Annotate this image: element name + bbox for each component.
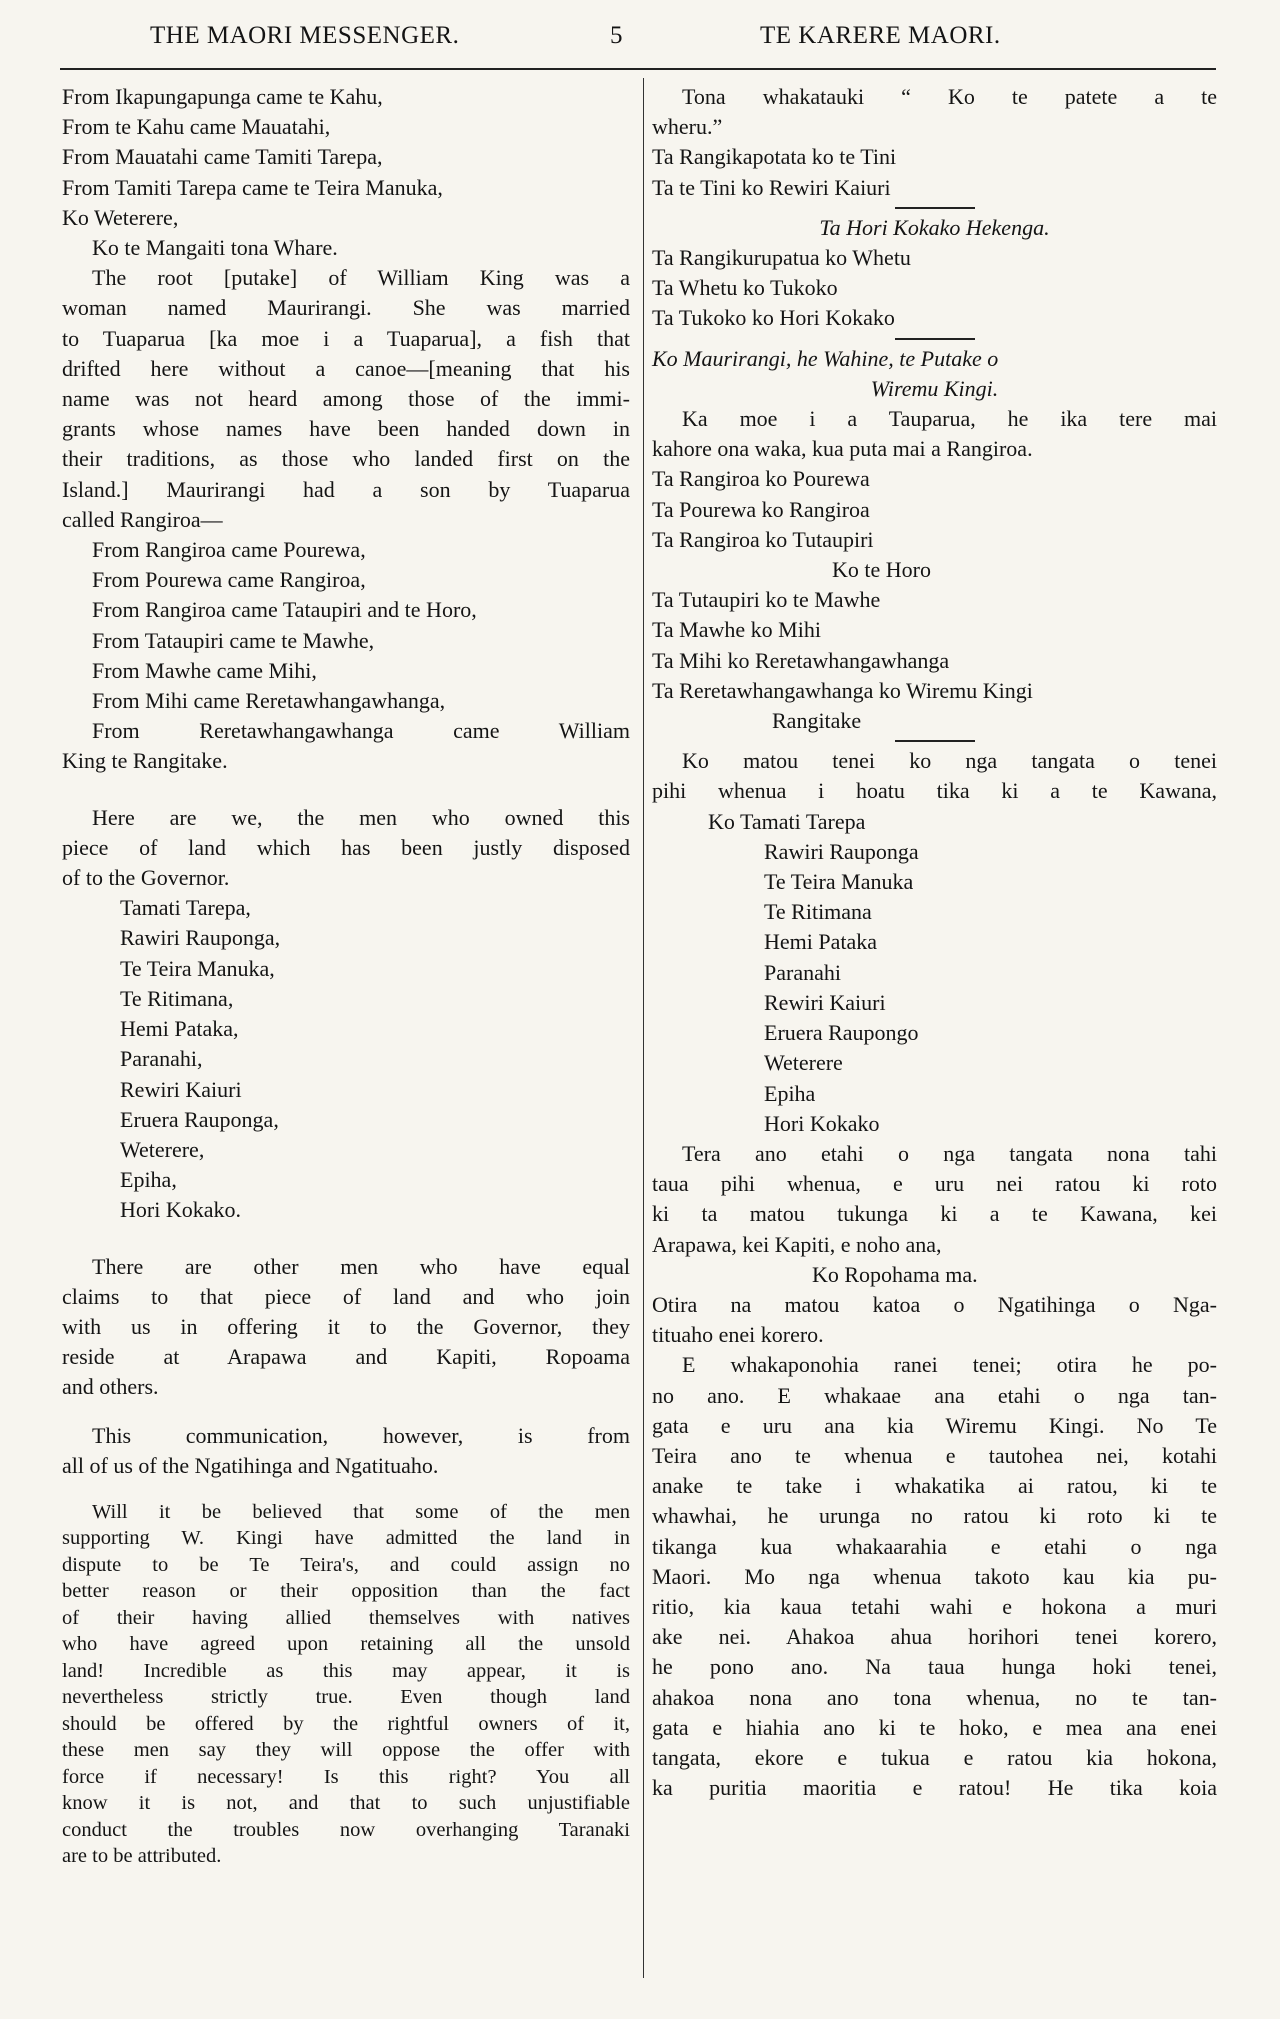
header-maori-title: TE KARERE MAORI.	[760, 22, 1001, 49]
owner-name: Ko Tamati Tarepa	[708, 808, 866, 834]
text-line: From Reretawhangawhanga came William	[92, 718, 630, 744]
owner-name: Paranahi,	[120, 1046, 203, 1072]
header-rule	[60, 68, 1216, 70]
owner-name: Hemi Pataka	[764, 929, 878, 955]
text-line: Arapawa, kei Kapiti, e noho ana,	[652, 1231, 942, 1257]
text-line: The root [putake] of William King was a	[92, 265, 630, 291]
text-line: Ko matou tenei ko nga tangata o tenei	[682, 748, 1217, 774]
text-line: Ta Tukoko ko Hori Kokako	[652, 305, 895, 331]
section-rule	[895, 740, 975, 742]
header-english-title: THE MAORI MESSENGER.	[150, 22, 460, 49]
maori-column	[652, 82, 1217, 1803]
owner-name: Eruera Raupongo	[764, 1020, 919, 1046]
text-line: Ko te Horo	[832, 557, 931, 583]
text-line: nevertheless strictly true. Even though land	[62, 1686, 630, 1709]
text-line: Teira ano te whenua e tautohea nei, kotahi	[652, 1442, 1217, 1468]
section-rule	[895, 207, 975, 209]
text-line: Ta Rangiroa ko Pourewa	[652, 466, 870, 492]
editorial-paragraph	[62, 1499, 630, 1870]
text-line: ahakoa nona ano tona whenua, no te tan-	[652, 1684, 1217, 1710]
maori-editorial-paragraph	[652, 1350, 1217, 1803]
page-header	[150, 14, 1210, 58]
text-line: tikanga kua whakaarahia e etahi o nga	[652, 1533, 1217, 1559]
text-line: are to be attributed.	[62, 1845, 222, 1868]
text-line: From Rangiroa came Pourewa,	[92, 537, 366, 563]
text-line: better reason or their opposition than the fact	[62, 1580, 630, 1603]
text-line: called Rangiroa—	[62, 506, 223, 532]
owner-name: Te Ritimana	[764, 899, 872, 925]
text-line: ritio, kia kaua tetahi wahi e hokona a muri	[652, 1593, 1217, 1619]
text-line: and others.	[62, 1374, 159, 1400]
owner-name: Te Teira Manuka,	[120, 955, 275, 981]
text-line: Ta Rangikapotata ko te Tini	[652, 144, 897, 170]
hori-kokako-genealogy	[652, 243, 1217, 334]
text-line: ake nei. Ahakoa ahua horihori tenei korero,	[652, 1624, 1217, 1650]
text-line: Tona whakatauki “ Ko te patete a te	[682, 84, 1217, 109]
text-line: Tera ano etahi o nga tangata nona tahi	[682, 1140, 1217, 1166]
column-divider	[643, 78, 644, 1978]
text-line: supporting W. Kingi have admitted the land in	[62, 1527, 630, 1550]
text-line: E whakaponohia ranei tenei; otira he po-	[682, 1352, 1217, 1378]
text-line: From te Kahu came Mauatahi,	[62, 114, 331, 140]
text-line: From Mauatahi came Tamiti Tarepa,	[62, 144, 383, 170]
owners-paragraph	[62, 803, 630, 894]
ropohama-line: Ko Ropohama ma.	[812, 1261, 978, 1287]
text-line: woman named Maurirangi. She was married	[62, 295, 630, 321]
owner-name: Epiha	[764, 1080, 816, 1106]
text-line: gata e hiahia ano ki te hoko, e mea ana enei	[652, 1714, 1217, 1740]
text-line: From Ikapungapunga came te Kahu,	[62, 84, 383, 109]
text-line: drifted here without a canoe—[meaning that his	[62, 355, 630, 381]
owner-name: Hemi Pataka,	[120, 1016, 239, 1042]
owner-name: Weterere	[764, 1050, 843, 1076]
text-line: This communication, however, is from	[92, 1422, 630, 1448]
text-line: know it is not, and that to such unjustifiable	[62, 1792, 630, 1815]
text-line: Rangitake	[772, 708, 862, 734]
owner-name: Paranahi	[764, 959, 841, 985]
text-line: claims to that piece of land and who join	[62, 1283, 630, 1309]
matou-paragraph	[652, 746, 1217, 806]
genealogy-ikapungapunga	[62, 82, 630, 263]
text-line: piece of land which has been justly disposed	[62, 834, 630, 860]
owner-name: Tamati Tarepa,	[120, 895, 251, 921]
whakatauki-block	[652, 82, 1217, 203]
owner-name: Rewiri Kaiuri	[764, 989, 886, 1015]
text-line: Maori. Mo nga whenua takoto kau kia pu-	[652, 1563, 1217, 1589]
text-line: Ta Reretawhangawhanga ko Wiremu Kingi	[652, 677, 1033, 703]
text-line: wheru.”	[652, 114, 723, 140]
text-line: From Tamiti Tarepa came te Teira Manuka,	[62, 174, 443, 200]
section-rule	[895, 338, 975, 340]
maurirangi-heading: Ko Maurirangi, he Wahine, te Putake o	[652, 345, 999, 371]
root-paragraph	[62, 263, 630, 535]
text-line: ka puritia maoritia e ratou! He tika koia	[652, 1775, 1217, 1801]
text-line: Ta Whetu ko Tukoko	[652, 275, 838, 301]
text-line: no ano. E whakaae ana etahi o nga tan-	[652, 1382, 1217, 1408]
text-line: Ta Pourewa ko Rangiroa	[652, 496, 870, 522]
owner-name: Weterere,	[120, 1136, 205, 1162]
owner-name: Rewiri Kaiuri	[120, 1076, 242, 1102]
owner-name: Rawiri Rauponga,	[120, 925, 281, 951]
owner-name: Rawiri Rauponga	[764, 838, 919, 864]
communication-paragraph	[62, 1421, 630, 1481]
spacer	[62, 777, 630, 803]
text-line: anake te take i whakatika ai ratou, ki te	[652, 1473, 1217, 1499]
text-line: who have agreed upon retaining all the unsold	[62, 1633, 630, 1656]
text-line: gata e uru ana kia Wiremu Kingi. No Te	[652, 1412, 1217, 1438]
hori-kokako-heading: Ta Hori Kokako Hekenga.	[819, 214, 1050, 240]
text-line: to Tuaparua [ka moe i a Tuaparua], a fish that	[62, 325, 630, 351]
text-line: Ta te Tini ko Rewiri Kaiuri	[652, 174, 891, 200]
text-line: force if necessary! Is this right? You all	[62, 1765, 630, 1788]
english-column	[62, 82, 630, 1870]
text-line: Ta Rangikurupatua ko Whetu	[652, 245, 911, 271]
text-line: these men say they will oppose the offer with	[62, 1739, 630, 1762]
maori-names-list	[652, 807, 1217, 1139]
text-line: dispute to be Te Teira's, and could assign no	[62, 1553, 630, 1576]
text-line: There are other men who have equal	[92, 1253, 630, 1279]
text-line: From Mihi came Reretawhangawhanga,	[92, 688, 446, 714]
genealogy-rangiroa	[62, 535, 630, 777]
owner-name: Epiha,	[120, 1167, 177, 1193]
text-line: From Pourewa came Rangiroa,	[92, 567, 366, 593]
text-line: From Tataupiri came te Mawhe,	[92, 627, 375, 653]
owner-names-list	[62, 893, 630, 1225]
text-line: pihi whenua i hoatu tika ki a te Kawana,	[652, 778, 1217, 804]
owner-name: Eruera Rauponga,	[120, 1106, 279, 1132]
text-line: kahore ona waka, kua puta mai a Rangiroa.	[652, 436, 1033, 462]
text-line: taua pihi whenua, e uru nei ratou ki roto	[652, 1171, 1217, 1197]
text-line: reside at Arapawa and Kapiti, Ropoama	[62, 1344, 630, 1370]
maurirangi-heading-cont: Wiremu Kingi.	[870, 375, 999, 401]
text-line: tituaho enei korero.	[652, 1322, 824, 1348]
text-line: tangata, ekore e tukua e ratou kia hokona,	[652, 1744, 1217, 1770]
spacer	[62, 1403, 630, 1421]
text-line: all of us of the Ngatihinga and Ngatituaho.	[62, 1452, 439, 1478]
text-line: King te Rangitake.	[62, 748, 228, 774]
text-line: conduct the troubles now overhanging Taranaki	[62, 1818, 630, 1841]
text-line: should be offered by the rightful owners of it,	[62, 1712, 630, 1735]
text-line: Ta Mihi ko Reretawhangawhanga	[652, 647, 950, 673]
spacer	[62, 1226, 630, 1252]
text-line: of to the Governor.	[62, 865, 230, 891]
owner-name: Te Ritimana,	[120, 985, 234, 1011]
text-line: Island.] Maurirangi had a son by Tuaparua	[62, 476, 630, 502]
owner-name: Hori Kokako	[764, 1110, 880, 1136]
text-line: of their having allied themselves with natives	[62, 1606, 630, 1629]
text-line: Otira na matou katoa o Ngatihinga o Nga-	[652, 1291, 1217, 1317]
spacer	[62, 1481, 630, 1499]
text-line: Ka moe i a Tauparua, he ika tere mai	[682, 406, 1217, 432]
text-line: land! Incredible as this may appear, it is	[62, 1659, 630, 1682]
text-line: grants whose names have been handed down in	[62, 416, 630, 442]
tera-paragraph	[652, 1139, 1217, 1260]
text-line: he pono ano. Na taua hunga hoki tenei,	[652, 1654, 1217, 1680]
otira-paragraph	[652, 1290, 1217, 1350]
text-line: Will it be believed that some of the men	[92, 1500, 630, 1523]
text-line: Ta Rangiroa ko Tutaupiri	[652, 526, 874, 552]
text-line: From Mawhe came Mihi,	[92, 657, 317, 683]
text-line: their traditions, as those who landed first on the	[62, 446, 630, 472]
text-line: with us in offering it to the Governor, they	[62, 1313, 630, 1339]
page-number: 5	[610, 22, 623, 49]
owner-name: Hori Kokako.	[120, 1197, 241, 1223]
owner-name: Te Teira Manuka	[764, 869, 914, 895]
text-line: whawhai, he urunga no ratou ki roto ki te	[652, 1503, 1217, 1529]
text-line: Ta Mawhe ko Mihi	[652, 617, 821, 643]
text-line: Ta Tutaupiri ko te Mawhe	[652, 587, 881, 613]
text-line: Here are we, the men who owned this	[92, 804, 630, 830]
text-line: name was not heard among those of the immi-	[62, 386, 630, 412]
maurirangi-genealogy	[652, 404, 1217, 736]
text-line: From Rangiroa came Tataupiri and te Horo,	[92, 597, 477, 623]
text-line: ki ta matou tukunga ki a te Kawana, kei	[652, 1201, 1217, 1227]
other-claims-paragraph	[62, 1252, 630, 1403]
text-line: Ko Weterere,	[62, 204, 179, 230]
text-line: Ko te Mangaiti tona Whare.	[92, 235, 338, 261]
